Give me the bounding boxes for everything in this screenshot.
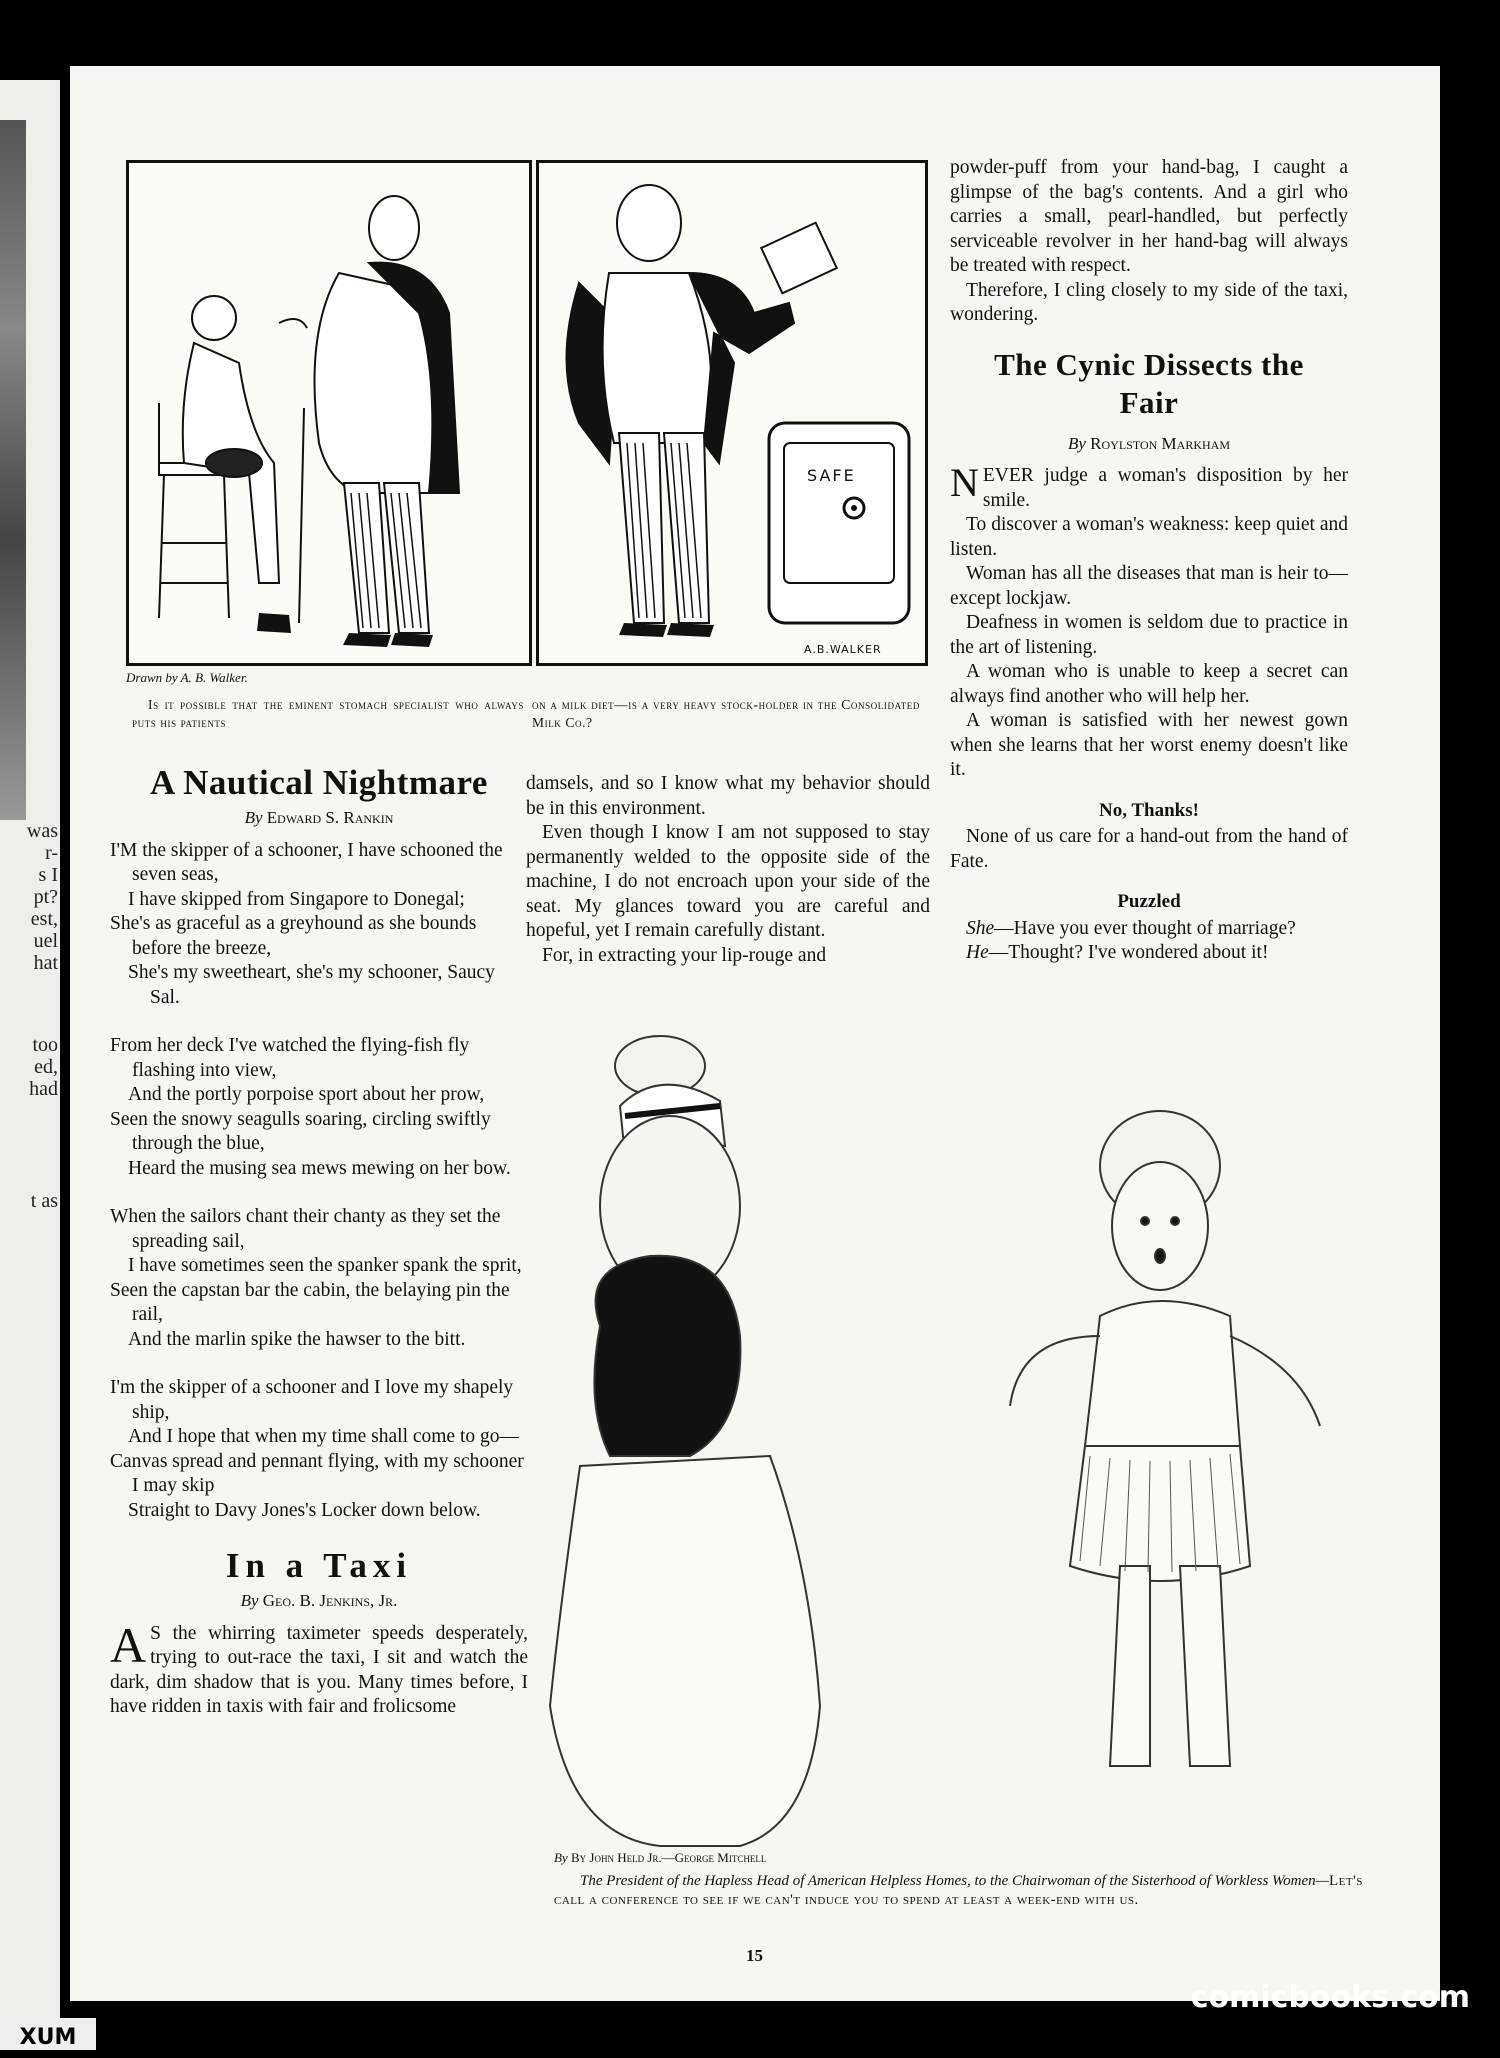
poem-line: I'M the skipper of a schooner, I have schooned the seven seas, xyxy=(110,839,503,885)
puzzled-she: She—Have you ever thought of marriage? xyxy=(966,917,1296,939)
cynic-dropcap: N xyxy=(950,460,979,505)
poem-stanza xyxy=(110,839,528,1011)
bottom-illustration-credit: By By John Held Jr.—George Mitchell xyxy=(554,1850,767,1865)
left-page-fragment: est, xyxy=(30,908,58,930)
page-number: 15 xyxy=(746,1946,763,1965)
poem-line: And the marlin spike the hawser to the bitt. xyxy=(128,1328,466,1350)
cynic-title: The Cynic Dissects the Fair xyxy=(994,346,1304,420)
corner-tag: XUM xyxy=(0,2018,96,2050)
top-cartoon-caption-right: on a milk diet—is a very heavy stock-holder in the Consolidated Milk Co.? xyxy=(532,697,920,730)
top-cartoon-credit: Drawn by A. B. Walker. xyxy=(126,670,248,685)
two-women-illustration xyxy=(540,1006,1400,1906)
right-column xyxy=(950,156,1348,966)
artist-signature: A.B.WALKER xyxy=(804,643,882,656)
puzzled-title: Puzzled xyxy=(1117,891,1181,912)
left-page-fragment: t as xyxy=(30,1190,58,1212)
left-page-fragment: uel xyxy=(33,930,58,952)
safe-label: SAFE xyxy=(807,466,856,485)
poem-line: From her deck I've watched the flying-fish fly flashing into view, xyxy=(110,1035,470,1081)
poem-line: Canvas spread and pennant flying, with my schooner I may skip xyxy=(110,1450,524,1496)
left-page-edge xyxy=(0,80,60,2020)
left-page-fragment: s I xyxy=(38,864,58,886)
poem-line: And I hope that when my time shall come to go— xyxy=(128,1426,520,1447)
cynic-saying: To discover a woman's weakness: keep quiet and listen. xyxy=(950,514,1348,560)
top-cartoon-caption-left: Is it possible that the eminent stomach specialist who always puts his patients xyxy=(132,697,524,730)
bottom-illustration-caption: The President of the Hapless Head of American Helpless Homes, to the Chairwoman of the Sisterhood of Workless Women—Let's call a conference to see if we can't induce you to spend at least a week-end with us. xyxy=(554,1873,1363,1908)
cynic-byline: By Roylston Markham xyxy=(1067,433,1230,453)
left-column xyxy=(110,764,528,1720)
poem-line: Heard the musing sea mews mewing on her bow. xyxy=(128,1157,511,1179)
taxi-paragraph-2: damsels, and so I know what my behavior should be in this environment. xyxy=(526,773,930,819)
puzzled-he: He—Thought? I've wondered about it! xyxy=(966,942,1269,963)
cynic-saying: Woman has all the diseases that man is heir to—except lockjaw. xyxy=(950,563,1348,609)
cynic-saying-1: NEVER judge a woman's disposition by her smile. xyxy=(950,460,1348,511)
poem-line: And the portly porpoise sport about her prow, xyxy=(128,1084,485,1105)
watermark: comicbooks.com xyxy=(1190,1980,1470,2015)
doctor-patient-drawing xyxy=(129,163,529,663)
taxi-paragraph-4: For, in extracting your lip-rouge and xyxy=(542,944,827,966)
poem-line: She's my sweetheart, she's my schooner, Saucy Sal. xyxy=(128,962,495,1008)
nautical-author: Edward S. Rankin xyxy=(266,808,394,827)
nautical-byline: By Edward S. Rankin xyxy=(244,808,394,827)
poem-line: I have skipped from Singapore to Donegal; xyxy=(128,888,465,910)
taxi-paragraph-1: A S the whirring taximeter speeds desperately, trying to out-race the taxi, I sit and watch the dark, dim shadow that is you. Many times before, I have ridden in taxis with fair and frolicsome xyxy=(110,1616,528,1717)
poem-stanza xyxy=(110,1376,528,1523)
cartoon-panel-doctor xyxy=(126,160,532,666)
magazine-page xyxy=(70,66,1440,2001)
taxi-paragraph-6: Therefore, I cling closely to my side of the taxi, wondering. xyxy=(950,279,1348,325)
left-page-fragment: r- xyxy=(45,842,58,864)
stockholder-drawing xyxy=(539,163,925,663)
cynic-author: Roylston Markham xyxy=(1090,433,1230,453)
left-page-fragment: hat xyxy=(33,952,58,974)
left-page-fragment: had xyxy=(29,1078,58,1100)
left-page-fragment: too xyxy=(32,1034,58,1056)
taxi-byline: By Geo. B. Jenkins, Jr. xyxy=(240,1591,398,1610)
nautical-poem xyxy=(110,839,528,1524)
poem-line: When the sailors chant their chanty as they set the spreading sail, xyxy=(110,1206,501,1252)
cynic-saying: A woman who is unable to keep a secret can always find another who will help her. xyxy=(950,661,1348,707)
left-page-fragment: ed, xyxy=(34,1056,58,1078)
cartoon-panel-stockholder xyxy=(536,160,928,666)
nautical-title: A Nautical Nightmare xyxy=(150,763,488,802)
poem-stanza xyxy=(110,1034,528,1181)
taxi-dropcap: A xyxy=(110,1616,147,1673)
taxi-paragraph-3: Even though I know I am not supposed to stay permanently welded to the opposite side of the machine, I do not encroach upon your side of the seat. My glances toward you are careful and hopeful, yet I remain carefully distant. xyxy=(526,822,930,941)
no-thanks-title: No, Thanks! xyxy=(1099,799,1199,821)
taxi-author: Geo. B. Jenkins, Jr. xyxy=(262,1591,398,1610)
poem-line: Seen the capstan bar the cabin, the belaying pin the rail, xyxy=(110,1279,510,1325)
taxi-title: In a Taxi xyxy=(225,1546,413,1585)
cynic-sayings xyxy=(950,513,1348,783)
left-page-fragment: was xyxy=(26,820,58,842)
middle-column xyxy=(526,772,930,968)
poem-line: I have sometimes seen the spanker spank the sprit, xyxy=(128,1255,522,1276)
poem-line: I'm the skipper of a schooner and I love my shapely ship, xyxy=(110,1377,514,1423)
poem-line: Seen the snowy seagulls soaring, circling swiftly through the blue, xyxy=(110,1108,491,1154)
left-page-illustration xyxy=(0,120,26,820)
left-page-fragment: pt? xyxy=(33,886,58,908)
poem-line: She's as graceful as a greyhound as she bounds before the breeze, xyxy=(110,913,477,959)
cynic-saying: Deafness in women is seldom due to practice in the art of listening. xyxy=(950,612,1348,658)
taxi-paragraph-5: powder-puff from your hand-bag, I caught a glimpse of the bag's contents. And a girl who carries a small, pearl-handled, but perfectly serviceable revolver in her hand-bag will always be treated with respect. xyxy=(950,157,1348,276)
cynic-saying: A woman is satisfied with her newest gown when she learns that her worst enemy doesn't like it. xyxy=(950,710,1348,780)
poem-stanza xyxy=(110,1205,528,1352)
no-thanks-text: None of us care for a hand-out from the hand of Fate. xyxy=(950,826,1348,872)
poem-line: Straight to Davy Jones's Locker down below. xyxy=(128,1499,481,1521)
